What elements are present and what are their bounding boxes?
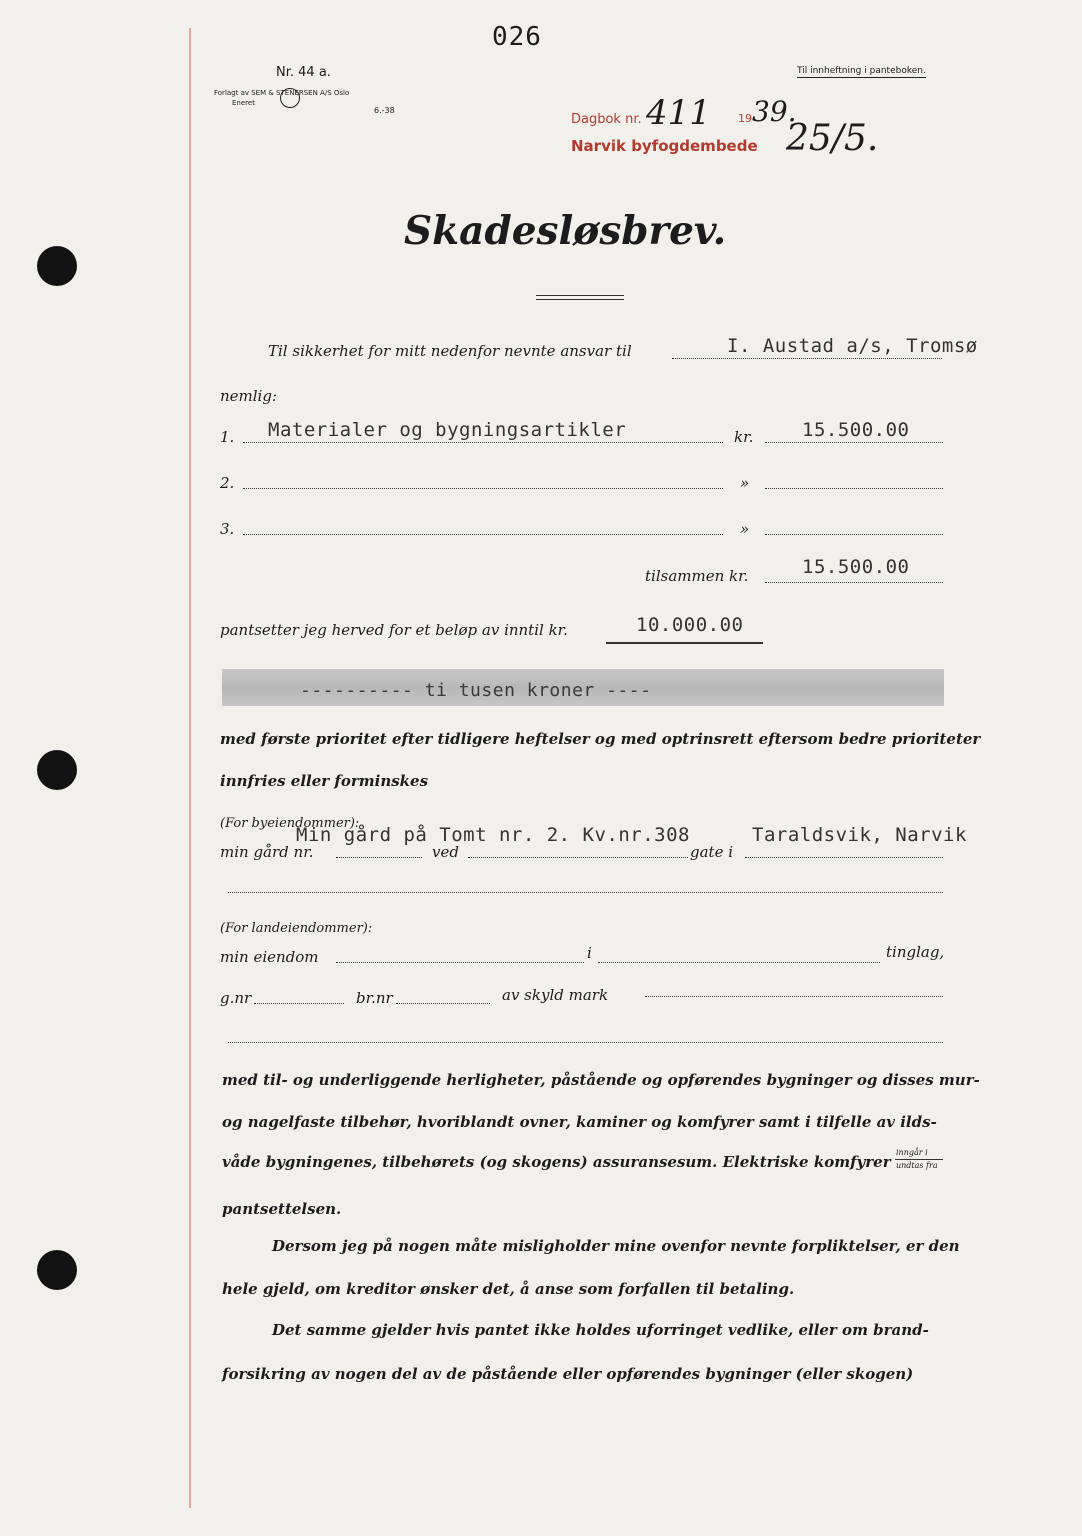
body-text: Dersom jeg på nogen måte misligholder mine ovenfor nevnte forpliktelser, er den <box>272 1237 960 1255</box>
dagbok-number: 411 <box>646 93 711 133</box>
pledge-amount-line <box>606 642 763 644</box>
security-label: Til sikkerhet for mitt nedenfor nevnte ansvar til <box>268 342 632 360</box>
body-text: hele gjeld, om kreditor ønsker det, å anse som forfallen til betaling. <box>222 1280 795 1298</box>
rights: Eneret <box>232 99 255 107</box>
item-kr-label: kr. <box>734 428 754 446</box>
year-prefix: 19 <box>738 112 752 125</box>
total-line <box>765 582 943 583</box>
year: 39. <box>752 95 797 128</box>
label-gnr: g.nr <box>220 989 252 1007</box>
creditor: I. Austad a/s, Tromsø <box>727 335 978 357</box>
item-amount: 15.500.00 <box>802 419 910 441</box>
body-text: Det samme gjelder hvis pantet ikke holdes uforringet vedlike, eller om brand- <box>272 1321 929 1339</box>
body-text: pantsettelsen. <box>222 1200 342 1218</box>
document-title: Skadesløsbrev. <box>404 208 727 254</box>
item-number: 3. <box>220 520 235 538</box>
eiendom-line <box>336 962 584 963</box>
edition: 6.-38 <box>374 106 395 115</box>
page-number: 026 <box>492 22 542 52</box>
item-line <box>243 534 723 535</box>
label-brnr: br.nr <box>356 989 393 1007</box>
punch-hole <box>37 750 77 790</box>
binding-note: Til innheftning i panteboken. <box>797 66 926 76</box>
item-number: 2. <box>220 474 235 492</box>
title-divider <box>536 295 624 296</box>
priority-text: innfries eller forminskes <box>220 772 429 790</box>
blank-line <box>228 1042 943 1043</box>
item-ditto-mark: » <box>740 474 750 492</box>
brnr-line <box>396 1003 490 1004</box>
total-label: tilsammen kr. <box>645 567 749 585</box>
item-amount-line <box>765 442 943 443</box>
title-divider <box>536 299 624 300</box>
item-line <box>243 488 723 489</box>
punch-hole <box>37 246 77 286</box>
creditor-line <box>672 358 942 359</box>
date: 25/5. <box>786 118 879 159</box>
label-gate: gate i <box>690 843 734 861</box>
total-amount: 15.500.00 <box>802 556 910 578</box>
label-gard: min gård nr. <box>220 843 314 861</box>
body-text: med til- og underliggende herligheter, påstående og opførendes bygninger og disses mur- <box>222 1071 980 1089</box>
label-ved: ved <box>432 843 459 861</box>
body-text: forsikring av nogen del av de påstående eller opførendes bygninger (eller skogen) <box>222 1365 914 1383</box>
priority-text: med første prioritet efter tidligere heftelser og med optrinsrett eftersom bedre prioriteter <box>220 730 981 748</box>
label-i: i <box>587 944 592 962</box>
typed-place: Taraldsvik, Narvik <box>752 824 967 846</box>
publisher-logo-icon <box>280 88 300 108</box>
item-description: Materialer og bygningsartikler <box>268 419 627 441</box>
body-text: våde bygningenes, tilbehørets (og skogens) assuransesum. Elektriske komfyrer <box>222 1153 891 1171</box>
gnr-line <box>254 1003 344 1004</box>
pledge-amount-words: ---------- ti tusen kroner ---- <box>300 680 652 701</box>
ved-line <box>468 857 688 858</box>
dagbok-label: Dagbok nr. <box>571 112 642 127</box>
tinglag-line <box>598 962 880 963</box>
pledge-amount: 10.000.00 <box>636 614 744 636</box>
gate-line <box>745 857 943 858</box>
item-ditto-mark: » <box>740 520 750 538</box>
item-amount-line <box>765 534 943 535</box>
inngar-option: inngår i <box>896 1148 928 1157</box>
label-tinglag: tinglag, <box>886 943 945 961</box>
rural-property-heading: (For landeiendommer): <box>220 921 373 936</box>
item-amount-line <box>765 488 943 489</box>
publisher: Forlagt av SEM & STENERSEN A/S Oslo <box>214 89 350 97</box>
item-number: 1. <box>220 428 235 446</box>
body-text: og nagelfaste tilbehør, hvoriblandt ovner, kaminer og komfyrer samt i tilfelle av ilds- <box>222 1113 937 1131</box>
form-number: Nr. 44 a. <box>276 65 331 80</box>
blank-line <box>228 892 943 893</box>
fraction-bar <box>895 1159 943 1160</box>
nemlig-label: nemlig: <box>220 387 278 405</box>
margin-rule <box>189 28 191 1508</box>
city-property-heading: (For byeiendommer): <box>220 816 360 831</box>
label-eiendom: min eiendom <box>220 948 319 966</box>
punch-hole <box>37 1250 77 1290</box>
label-skyld: av skyld mark <box>502 986 609 1004</box>
item-line <box>243 442 723 443</box>
gard-line <box>336 857 422 858</box>
typed-property: Min gård på Tomt nr. 2. Kv.nr.308 <box>296 824 690 846</box>
undtas-option: undtas fra <box>896 1161 938 1170</box>
skyld-line <box>645 996 943 997</box>
pledge-label: pantsetter jeg herved for et beløp av inntil kr. <box>220 621 568 639</box>
office-stamp: Narvik byfogdembede <box>571 137 758 155</box>
